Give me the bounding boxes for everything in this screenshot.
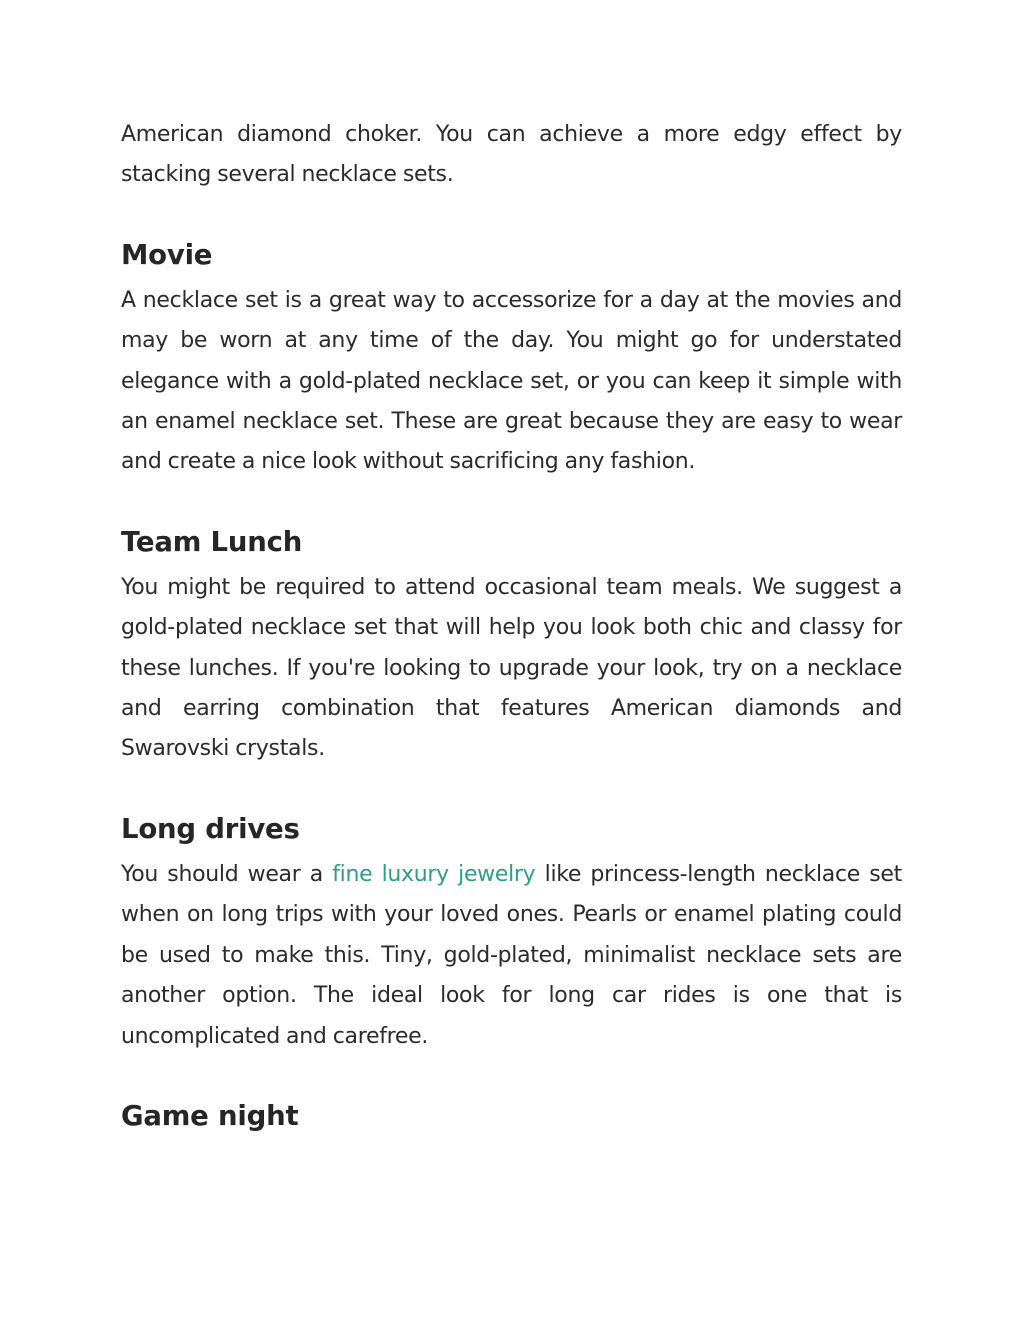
section-paragraph-movie: A necklace set is a great way to accessorize for a day at the movies and may be worn at any time of the day. You might go for understated elegance with a gold-plated necklace set, or you can keep it simple with an enamel necklace set. These are great because they are easy to wear and create a nice look without sacrificing any fashion.	[121, 287, 902, 475]
section-heading-game-night: Game night	[121, 1099, 299, 1132]
section-spacer	[121, 770, 902, 809]
section-spacer	[121, 1057, 902, 1096]
section-paragraph-team-lunch: You might be required to attend occasional team meals. We suggest a gold-plated necklace set that will help you look both chic and classy for these lunches. If you're looking to upgrade your look, try on a necklace and earring combination that features American diamonds and Swarovski crystals.	[121, 574, 902, 762]
fine-luxury-jewelry-link[interactable]: fine luxury jewelry	[332, 861, 536, 887]
document-page	[121, 115, 902, 1136]
section-heading-long-drives: Long drives	[121, 812, 300, 845]
intro-paragraph: American diamond choker. You can achieve a more edgy effect by stacking several necklace sets.	[121, 122, 902, 188]
paragraph-text: like princess-length necklace set when on long trips with your loved ones. Pearls or enamel plating could be used to make this. Tiny, gold-plated, minimalist necklace sets are another option. The ideal look for long car rides is one that is uncomplicated and carefree.	[121, 861, 902, 1049]
section-spacer	[121, 483, 902, 522]
section-heading-movie: Movie	[121, 238, 213, 271]
section-spacer	[121, 196, 902, 235]
paragraph-text: You should wear a	[121, 861, 333, 887]
section-paragraph-long-drives	[121, 855, 902, 1057]
section-heading-team-lunch: Team Lunch	[121, 525, 303, 558]
